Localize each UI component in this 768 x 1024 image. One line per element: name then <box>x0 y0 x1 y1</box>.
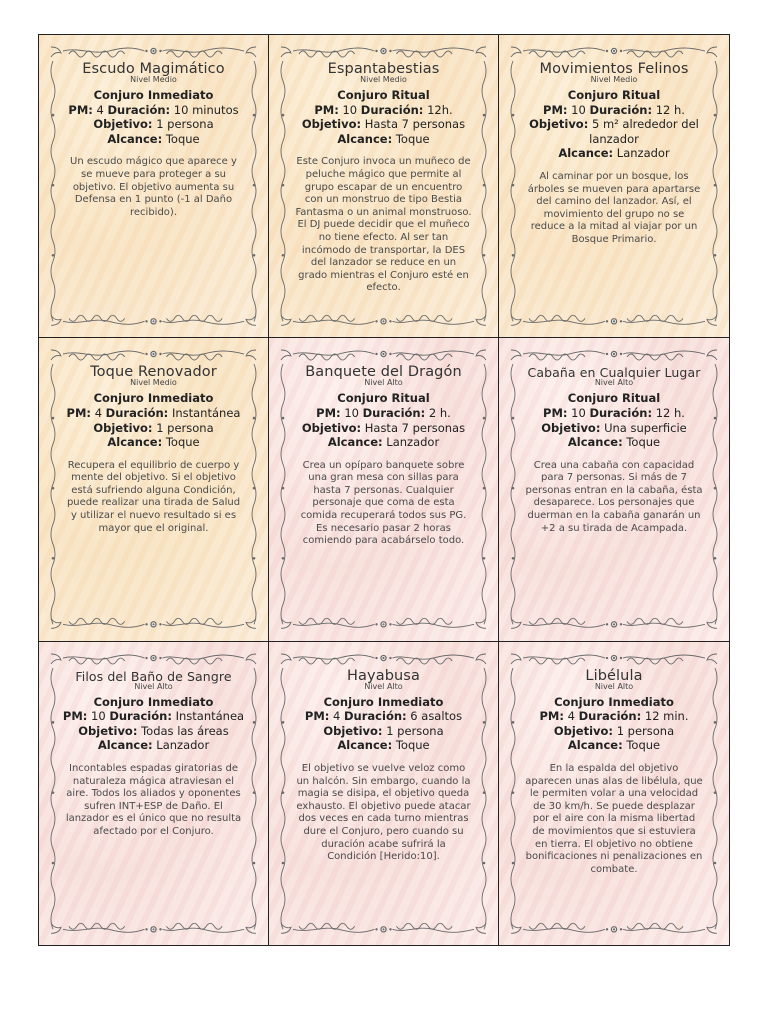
card-content <box>521 668 707 923</box>
spell-level: Nivel Alto <box>594 378 634 388</box>
objective-line <box>521 117 707 146</box>
objective-line <box>61 117 246 132</box>
duration-label: Duración: <box>360 102 424 117</box>
spell-stats <box>61 88 246 146</box>
spell-type: Conjuro Inmediato <box>323 694 444 709</box>
spell-description: Incontables espadas giratorias de naturaleza mágica atraviesan el aire. Todos los aliados y oponentes sufren INT+ESP de Daño. El lanzador es el único que no resulta afectado por el Conjuro. <box>65 763 242 837</box>
spell-title: Escudo Magimático <box>82 61 225 77</box>
card-content <box>291 61 476 315</box>
objective-label: Objetivo: <box>301 420 362 435</box>
pm-value: 4 <box>96 102 104 117</box>
spell-title: Hayabusa <box>347 667 420 684</box>
spell-type: Conjuro Inmediato <box>93 391 214 406</box>
spell-level: Nivel Alto <box>134 681 173 691</box>
spell-stats <box>61 695 246 753</box>
objective-line <box>521 421 707 436</box>
card-content <box>61 364 246 618</box>
objective-line <box>61 421 246 436</box>
spell-card <box>499 338 729 641</box>
spell-title: Filos del Baño de Sangre <box>75 668 232 684</box>
range-line <box>291 132 476 147</box>
pm-label: PM: <box>543 405 568 420</box>
pm-label: PM: <box>68 102 93 117</box>
objective-value: 1 persona <box>616 723 675 738</box>
range-value: Toque <box>626 738 661 753</box>
spell-level: Nivel Medio <box>590 75 638 84</box>
spell-stats <box>521 391 707 449</box>
objective-line <box>61 724 246 739</box>
spell-type: Conjuro Inmediato <box>93 88 214 102</box>
pm-label: PM: <box>314 102 339 117</box>
pm-label: PM: <box>304 709 330 724</box>
spell-stats <box>291 695 476 753</box>
duration-value: 12h. <box>427 102 453 117</box>
objective-label: Objetivo: <box>529 117 589 132</box>
pm-duration-line <box>521 103 707 118</box>
spell-card <box>39 338 269 641</box>
spell-level: Nivel Alto <box>364 378 403 388</box>
spell-card <box>499 35 729 338</box>
spell-level: Nivel Medio <box>130 378 177 388</box>
range-value: Toque <box>165 131 200 146</box>
objective-label: Objetivo: <box>323 723 383 738</box>
duration-value: Instantánea <box>171 405 241 420</box>
pm-value: 4 <box>94 405 103 420</box>
range-line <box>521 435 707 450</box>
duration-value: 10 minutos <box>173 102 239 117</box>
pm-value: 10 <box>342 102 358 117</box>
spell-stats <box>61 391 246 449</box>
range-label: Alcance: <box>107 131 163 146</box>
duration-label: Duración: <box>362 405 426 420</box>
pm-duration-line <box>61 103 246 118</box>
objective-value: 1 persona <box>386 723 444 738</box>
duration-value: Instantánea <box>175 709 245 724</box>
spell-description: El objetivo se vuelve veloz como un halcón. Sin embargo, cuando la magia se disipa, el objetivo queda exhausto. El objetivo puede atacar dos veces en cada turno mientras dure el Conjuro, pero cuando su duración acabe sufrirá la Condición [Herido:10]. <box>296 763 471 863</box>
pm-duration-line <box>61 406 246 421</box>
pm-label: PM: <box>66 405 92 420</box>
pm-duration-line <box>291 709 476 724</box>
duration-label: Duración: <box>589 102 653 117</box>
range-label: Alcance: <box>107 435 163 450</box>
spell-description: Crea un opíparo banquete sobre una gran mesa con sillas para hasta 7 personas. Cualquier personaje que coma de esta comida recuperará todos sus PG. Es necesario pasar 2 horas comiendo para acabárselo todo. <box>300 459 467 547</box>
range-line <box>61 132 246 147</box>
spell-type: Conjuro Ritual <box>337 391 430 406</box>
spell-type: Conjuro Ritual <box>567 391 661 406</box>
spell-stats <box>291 88 476 146</box>
pm-label: PM: <box>316 405 341 420</box>
spell-card <box>269 338 499 641</box>
pm-value: 10 <box>571 405 586 420</box>
range-label: Alcance: <box>337 738 393 753</box>
objective-label: Objetivo: <box>541 420 601 435</box>
duration-value: 12 h. <box>655 405 685 420</box>
card-content <box>521 364 707 618</box>
pm-value: 10 <box>571 102 586 117</box>
range-line <box>291 738 476 753</box>
objective-value: Todas las áreas <box>141 723 229 738</box>
range-label: Alcance: <box>558 146 614 161</box>
objective-line <box>291 117 476 132</box>
spell-level: Nivel Medio <box>130 75 177 84</box>
duration-value: 2 h. <box>428 405 451 420</box>
range-value: Lanzador <box>616 146 670 161</box>
spell-title: Cabaña en Cualquier Lugar <box>527 365 701 381</box>
objective-value: Una superficie <box>604 420 687 435</box>
spell-level: Nivel Alto <box>594 681 634 691</box>
range-value: Lanzador <box>156 738 210 753</box>
range-label: Alcance: <box>337 131 393 146</box>
objective-value: 5 m² alrededor del lanzador <box>589 117 699 146</box>
duration-value: 6 asaltos <box>410 709 463 724</box>
spell-title: Toque Renovador <box>90 364 217 381</box>
spell-title: Libélula <box>585 667 643 684</box>
range-label: Alcance: <box>567 738 623 753</box>
spell-card <box>269 35 499 338</box>
spell-title: Banquete del Dragón <box>305 364 462 381</box>
pm-value: 10 <box>91 709 106 724</box>
objective-label: Objetivo: <box>93 420 153 435</box>
pm-value: 10 <box>344 405 359 420</box>
duration-label: Duración: <box>107 102 171 117</box>
duration-label: Duración: <box>109 709 172 724</box>
objective-label: Objetivo: <box>93 117 153 132</box>
spell-description: Al caminar por un bosque, los árboles se mueven para apartarse del camino del lanzador. Así, el movimiento del grupo no se reduce a la mitad al viajar por un Bosque Primario. <box>527 170 701 245</box>
range-line <box>61 738 246 753</box>
spell-card <box>39 642 269 945</box>
pm-duration-line <box>61 709 246 724</box>
spell-description: Recupera el equilibrio de cuerpo y mente del objetivo. Si el objetivo está sufriendo alguna Condición, puede realizar una tirada de Salud y utilizar el nuevo resultado si es mayor que el original. <box>66 459 241 534</box>
spell-description: Un escudo mágico que aparece y se mueve para proteger a su objetivo. El objetivo aumenta su Defensa en 1 punto (-1 al Daño recibido). <box>70 156 237 218</box>
card-content <box>521 61 707 315</box>
spell-description: Crea una cabaña con capacidad para 7 personas. Si más de 7 personas entran en la cabaña, ésta desaparece. Los personajes que duerman en la cabaña ganarán un +2 a su tirada de Acampada. <box>525 459 703 534</box>
range-line <box>291 435 476 450</box>
range-line <box>521 146 707 161</box>
objective-line <box>521 724 707 739</box>
objective-value: 1 persona <box>156 117 214 132</box>
card-content <box>61 668 246 923</box>
objective-line <box>291 724 476 739</box>
range-value: Toque <box>395 738 430 753</box>
range-line <box>61 435 246 450</box>
spell-title: Espantabestias <box>327 61 440 77</box>
pm-duration-line <box>521 406 707 421</box>
range-value: Lanzador <box>386 435 440 450</box>
objective-value: Hasta 7 personas <box>364 420 466 435</box>
pm-value: 4 <box>567 709 575 724</box>
range-value: Toque <box>165 435 200 450</box>
pm-label: PM: <box>62 709 88 724</box>
objective-label: Objetivo: <box>301 117 362 132</box>
range-label: Alcance: <box>97 738 153 753</box>
objective-label: Objetivo: <box>553 723 614 738</box>
spell-stats <box>521 88 707 161</box>
card-content <box>61 61 246 315</box>
card-content <box>291 668 476 923</box>
spell-type: Conjuro Inmediato <box>93 694 214 709</box>
duration-label: Duración: <box>578 709 642 724</box>
pm-value: 4 <box>333 709 341 724</box>
spell-stats <box>521 695 707 753</box>
duration-value: 12 min. <box>644 709 689 724</box>
spell-level: Nivel Alto <box>364 681 403 691</box>
spell-type: Conjuro Inmediato <box>554 694 674 709</box>
range-label: Alcance: <box>567 435 623 450</box>
objective-line <box>291 421 476 436</box>
range-value: Toque <box>626 435 661 450</box>
duration-label: Duración: <box>589 405 653 420</box>
pm-label: PM: <box>539 709 564 724</box>
range-line <box>521 738 707 753</box>
spell-card <box>39 35 269 338</box>
duration-label: Duración: <box>105 405 169 420</box>
spell-level: Nivel Medio <box>360 75 407 84</box>
objective-value: 1 persona <box>156 420 214 435</box>
spell-type: Conjuro Ritual <box>337 88 430 102</box>
objective-value: Hasta 7 personas <box>364 117 466 132</box>
card-content <box>291 364 476 618</box>
pm-duration-line <box>521 709 707 724</box>
pm-label: PM: <box>543 102 568 117</box>
duration-label: Duración: <box>344 709 407 724</box>
pm-duration-line <box>291 103 476 118</box>
range-value: Toque <box>395 131 430 146</box>
spell-stats <box>291 391 476 449</box>
spell-card <box>269 642 499 945</box>
spell-description: En la espalda del objetivo aparecen unas alas de libélula, que le permiten volar a una velocidad de 30 km/h. Se puede desplazar por el aire con la misma libertad de movimientos que si estuviera en tierra. El objetivo no obtiene bonificaciones ni penalizaciones en combate. <box>525 763 703 875</box>
duration-value: 12 h. <box>655 102 685 117</box>
pm-duration-line <box>291 406 476 421</box>
range-label: Alcance: <box>327 435 383 450</box>
spell-title: Movimientos Felinos <box>539 61 689 77</box>
objective-label: Objetivo: <box>78 723 138 738</box>
spell-description: Este Conjuro invoca un muñeco de peluche mágico que permite al grupo escapar de un encuentro con un monstruo de tipo Bestia Fantasma o un animal monstruoso. El DJ puede decidir que el muñeco no tiene efecto. Al ser tan incómodo de transportar, la DES del lanzador se reduce en un grado mientras el Conjuro esté en efecto. <box>295 156 472 294</box>
spell-card <box>499 642 729 945</box>
spell-type: Conjuro Ritual <box>567 88 661 102</box>
spell-card-sheet <box>38 34 730 946</box>
